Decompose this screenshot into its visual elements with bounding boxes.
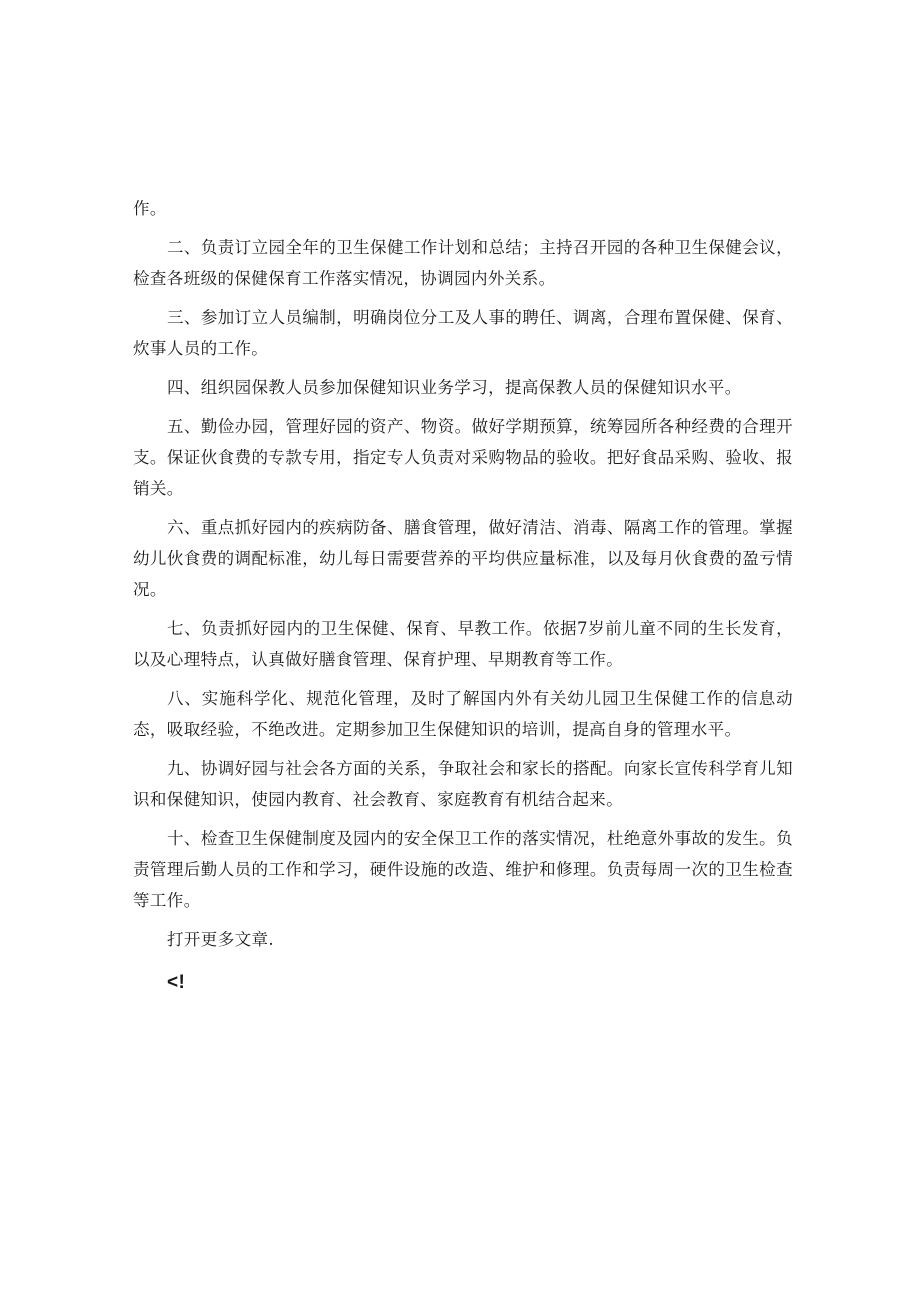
paragraph-5: 五、勤俭办园，管理好园的资产、物资。做好学期预算，统筹园所各种经费的合理开支。保证伙食费的专款专用，指定专人负责对采购物品的验收。把好食品采购、验收、报销关。 (133, 417, 793, 498)
paragraph-2: 二、负责订立园全年的卫生保健工作计划和总结；主持召开园的各种卫生保健会议，检查各班级的保健保育工作落实情况，协调园内外关系。 (133, 238, 793, 288)
paragraph-9: 九、协调好园与社会各方面的关系，争取社会和家长的搭配。向家长宣传科学育儿知识和保健知识，使园内教育、社会教育、家庭教育有机结合起来。 (133, 759, 793, 809)
more-articles-link[interactable]: 打开更多文章. (167, 930, 275, 949)
paragraph-4: 四、组织园保教人员参加保健知识业务学习，提高保教人员的保健知识水平。 (167, 378, 742, 397)
document-body (133, 193, 793, 998)
paragraph-3: 三、参加订立人员编制，明确岗位分工及人事的聘任、调离，合理布置保健、保育、炊事人员的工作。 (133, 308, 793, 358)
paragraph-8: 八、实施科学化、规范化管理，及时了解国内外有关幼儿园卫生保健工作的信息动态，吸取经验，不绝改进。定期参加卫生保健知识的培训，提高自身的管理水平。 (133, 689, 793, 739)
paragraph-10: 十、检查卫生保健制度及园内的安全保卫工作的落实情况，杜绝意外事故的发生。负责管理后勤人员的工作和学习，硬件设施的改造、维护和修理。负责每周一次的卫生检查等工作。 (133, 829, 793, 910)
paragraph-6: 六、重点抓好园内的疾病防备、膳食管理，做好清洁、消毒、隔离工作的管理。掌握幼儿伙食费的调配标准，幼儿每日需要营养的平均供应量标准，以及每月伙食费的盈亏情况。 (133, 518, 793, 599)
paragraph-7: 七、负责抓好园内的卫生保健、保育、早教工作。依据7岁前儿童不同的生长发育，以及心理特点，认真做好膳食管理、保育护理、早期教育等工作。 (133, 619, 793, 669)
trailing-fragment: <! (167, 972, 186, 993)
continuation-text: 作。 (133, 199, 167, 218)
